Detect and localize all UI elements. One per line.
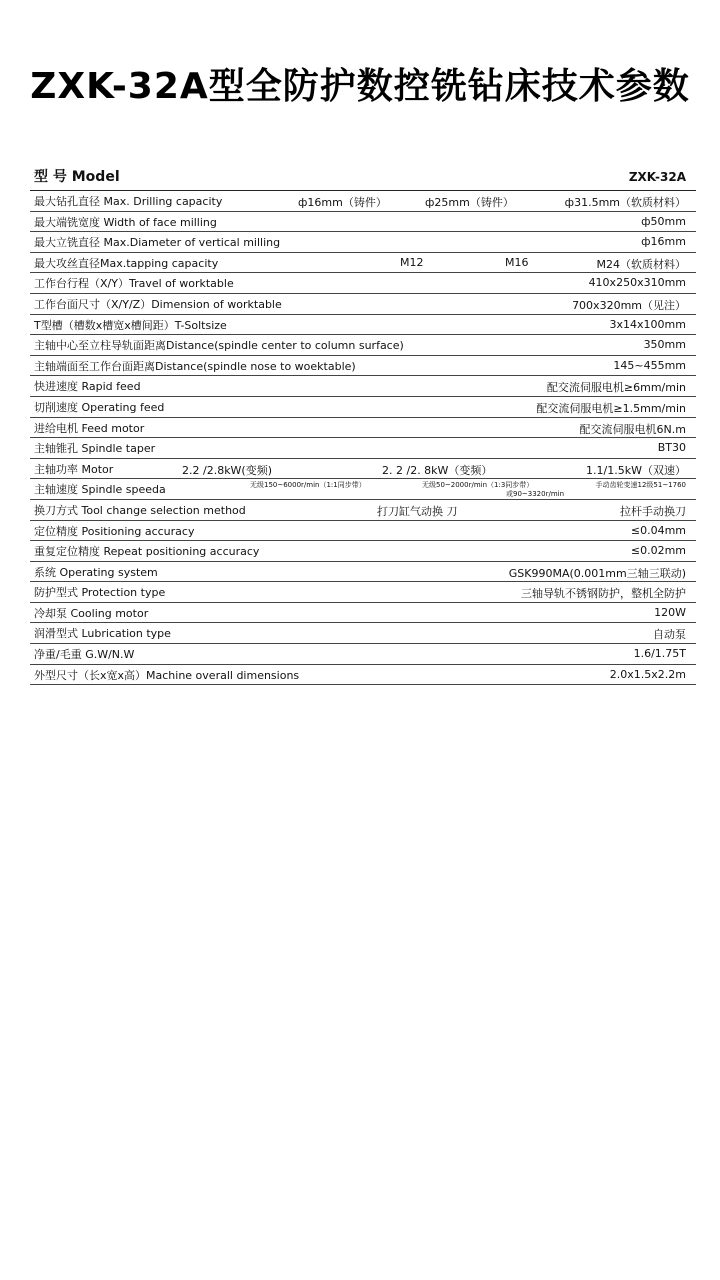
row-v3: 1.1/1.5kW（双速） <box>586 463 686 477</box>
row-v1: 2.2 /2.8kW(变频) <box>182 463 273 477</box>
table-row <box>30 273 696 294</box>
row-label: 主轴中心至立柱导轨面距离Distance(spindle center to column surface) <box>34 339 404 353</box>
spec-table <box>30 164 696 685</box>
table-row <box>30 294 696 315</box>
row-label: 系统 Operating system <box>34 565 158 579</box>
row-label: 切削速度 Operating feed <box>34 400 165 414</box>
row-v3: ф16mm <box>641 235 686 249</box>
row-v2: 打刀缸气动换 刀 <box>377 504 458 518</box>
row-v3: 自动泵 <box>653 628 686 642</box>
row-v3: 拉杆手动换刀 <box>620 504 686 518</box>
table-row <box>30 335 696 356</box>
table-row <box>30 521 696 542</box>
row-label: 最大攻丝直径Max.tapping capacity <box>34 256 219 270</box>
row-v3: 350mm <box>643 338 686 352</box>
row-v3: ≤0.04mm <box>630 523 686 537</box>
row-v2: 2. 2 /2. 8kW（变频） <box>382 463 493 477</box>
row-v2: ф25mm（铸件） <box>425 196 514 209</box>
row-label: 重复定位精度 Repeat positioning accuracy <box>34 545 260 559</box>
row-label: T型槽（槽数x槽宽x槽间距）T-Soltsize <box>34 318 227 332</box>
table-row <box>30 212 696 233</box>
row-label: 润滑型式 Lubrication type <box>34 627 171 641</box>
row-label: 最大钻孔直径 Max. Drilling capacity <box>34 195 223 208</box>
table-row <box>30 253 696 274</box>
row-label: 主轴锥孔 Spindle taper <box>34 442 156 456</box>
table-row <box>30 438 696 459</box>
row-v3: 1.6/1.75T <box>633 647 686 661</box>
table-row <box>30 191 696 212</box>
row-v3: 145~455mm <box>613 358 686 372</box>
table-row <box>30 397 696 418</box>
row-v1: M12 <box>400 255 424 269</box>
row-label: 最大端铣宽度 Width of face milling <box>34 215 217 229</box>
row-v2b: 或90~3320r/min <box>506 490 565 499</box>
row-v2: 无级50~2000r/min（1:3同步带） <box>422 481 534 490</box>
row-v1: ф16mm（铸件） <box>298 196 387 209</box>
row-v3: 2.0x1.5x2.2m <box>609 667 686 681</box>
row-label: 快进速度 Rapid feed <box>34 380 141 394</box>
row-label: 进给电机 Feed motor <box>34 421 145 435</box>
row-v2: M16 <box>505 255 529 269</box>
row-label: 外型尺寸（长x宽x高）Machine overall dimensions <box>34 668 300 682</box>
header-value: ZXK-32A <box>628 170 686 184</box>
row-label: 工作台面尺寸（X/Y/Z）Dimension of worktable <box>34 297 282 311</box>
row-v3: 700x320mm（见注） <box>572 298 686 312</box>
row-v1: 无级150~6000r/min（1:1同步带） <box>250 481 366 490</box>
row-label: 冷却泵 Cooling motor <box>34 606 149 620</box>
row-v3: BT30 <box>657 441 686 455</box>
row-label: 主轴端面至工作台面距离Distance(spindle nose to woektable) <box>34 359 356 373</box>
row-v3: 手动齿轮变速12级51~1760 <box>595 481 686 490</box>
row-v3: 三轴导轨不锈钢防护，整机全防护 <box>521 587 686 601</box>
table-row <box>30 459 696 480</box>
row-label: 防护型式 Protection type <box>34 586 166 600</box>
row-label: 主轴功率 Motor <box>34 462 114 476</box>
row-v3: GSK990MA(0.001mm三轴三联动) <box>508 566 686 580</box>
table-row <box>30 665 696 686</box>
table-row <box>30 562 696 583</box>
row-v3: 配交流伺服电机6N.m <box>579 422 686 436</box>
row-v3: M24（软质材料） <box>596 257 686 271</box>
table-row <box>30 582 696 603</box>
row-label: 最大立铣直径 Max.Diameter of vertical milling <box>34 236 281 250</box>
row-v3: 配交流伺服电机≥6mm/min <box>546 381 686 395</box>
table-row <box>30 356 696 377</box>
row-v3: 410x250x310mm <box>588 276 686 290</box>
page-title: ZXK-32A型全防护数控铣钻床技术参数 <box>30 66 690 107</box>
table-row <box>30 541 696 562</box>
row-label: 净重/毛重 G.W/N.W <box>34 648 135 662</box>
row-v3: 3x14x100mm <box>609 317 686 331</box>
row-label: 工作台行程（X/Y）Travel of worktable <box>34 277 234 291</box>
table-row <box>30 232 696 253</box>
header-label: 型 号 Model <box>34 169 120 185</box>
table-row <box>30 644 696 665</box>
table-body <box>30 191 696 685</box>
row-v3: 120W <box>654 605 686 619</box>
row-v3: ф31.5mm（软质材料） <box>564 196 686 209</box>
row-v3: ф50mm <box>641 214 686 228</box>
table-row <box>30 603 696 624</box>
table-header-row <box>30 164 696 191</box>
row-label: 主轴速度 Spindle speeda <box>34 483 166 497</box>
table-row <box>30 479 696 500</box>
row-v3: ≤0.02mm <box>630 544 686 558</box>
row-label: 换刀方式 Tool change selection method <box>34 503 246 517</box>
table-row <box>30 376 696 397</box>
table-row <box>30 315 696 336</box>
row-label: 定位精度 Positioning accuracy <box>34 524 195 538</box>
table-row <box>30 418 696 439</box>
row-v3: 配交流伺服电机≥1.5mm/min <box>536 401 686 415</box>
table-row <box>30 623 696 644</box>
table-row <box>30 500 696 521</box>
